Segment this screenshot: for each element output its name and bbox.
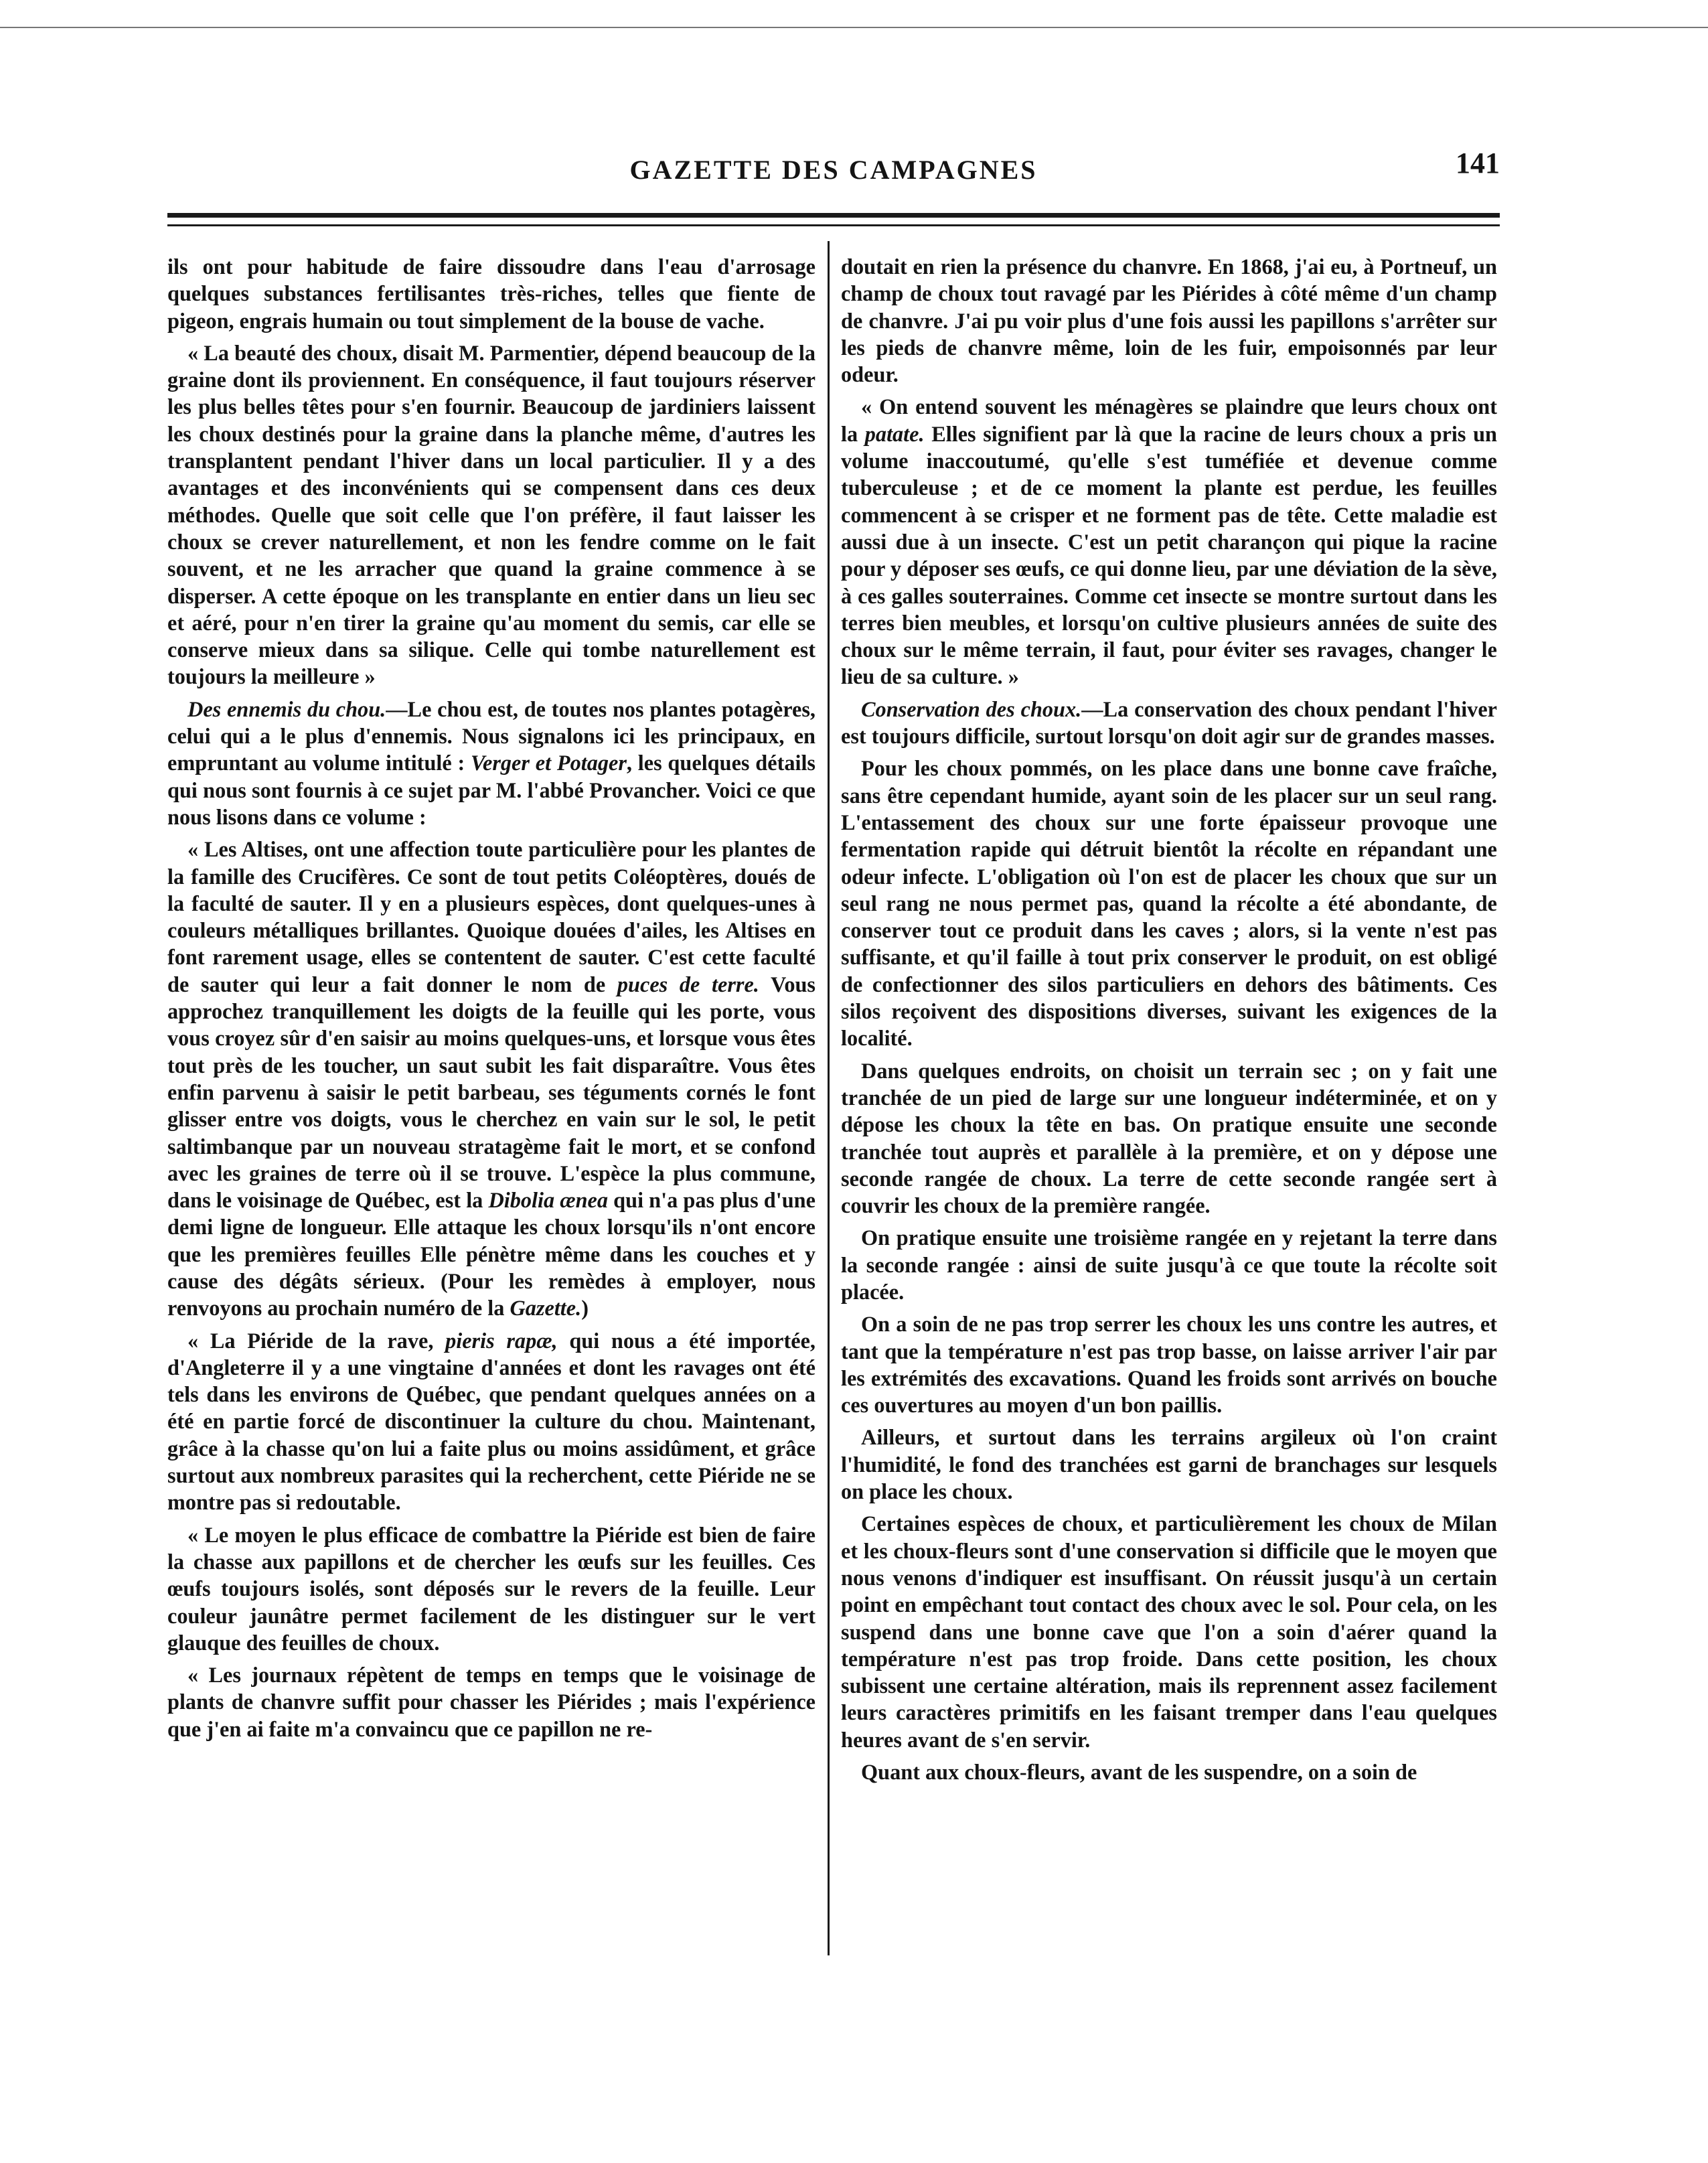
header-rule-thin xyxy=(167,224,1500,226)
section-heading: Des ennemis du chou. xyxy=(187,696,386,721)
paragraph-text: Pour les choux pommés, on les place dans une bonne cave fraîche, sans être cependant humide, ayant soin de les placer sur un seul rang. L'entassement des choux sur une forte épaisseur provoque une fermentation rapide qui détruit bientôt la récolte en répandant une odeur infecte. L'obligation où l'on est de placer les choux que sur un seul rang ne nous permet pas, quand la récolte a été abondante, de conserver tout ce produit dans les caves ; alors, si la vente n'est pas suffisante, et qu'il faille à tout prix conserver le produit, on est obligé de confectionner des silos particuliers en dehors des bâtiments. Ces silos reçoivent des dispositions diverses, suivant les exigences de la localité. xyxy=(841,756,1497,1051)
paragraph xyxy=(167,836,816,1321)
italic-term: puces de terre. xyxy=(617,972,759,996)
book-title: Verger et Potager xyxy=(471,751,627,775)
paragraph-text: Quant aux choux-fleurs, avant de les suspendre, on a soin de xyxy=(861,1760,1417,1785)
page-title: GAZETTE DES CAMPAGNES xyxy=(629,155,1038,185)
paragraph-text: ) xyxy=(581,1296,589,1321)
paragraph xyxy=(841,1424,1497,1505)
paragraph xyxy=(841,393,1497,690)
paragraph-text: qui nous a été importée, d'Angleterre il y a une vingtaine d'années et dont les ravages ont été tels dans les environs de Québec, que pendant quelques années on a été en partie forcé de discontinuer la culture du chou. Maintenant, grâce à la chasse qu'on lui a faite plus ou moins assidûment, et grâce surtout aux nombreux parasites qui la recherchent, cette Piéride ne se montre pas si redoutable. xyxy=(167,1328,816,1515)
paragraph xyxy=(841,1759,1497,1785)
left-column xyxy=(167,253,816,1742)
paragraph xyxy=(841,1311,1497,1418)
paragraph-text: « La Piéride de la rave, xyxy=(187,1328,446,1353)
paragraph-text: On pratique ensuite une troisième rangée en y rejetant la terre dans la seconde rangée : ainsi de suite jusqu'à ce que toute la récolte soit placée. xyxy=(841,1225,1497,1304)
paragraph-text: —Le chou est, de toutes nos plantes potagères, celui qui a le plus d'ennemis. Nous signalons ici les principaux, en empruntant au volume intitulé : xyxy=(167,696,816,775)
paragraph-text: « Les journaux répètent de temps en temps que le voisinage de plants de chanvre suffit pour chasser les Piérides ; mais l'expérience que j'en ai faite m'a convaincu que ce papillon ne re- xyxy=(167,1663,816,1741)
paragraph xyxy=(167,1661,816,1742)
section-heading: Conservation des choux. xyxy=(861,696,1082,721)
species-name: Dibolia ænea xyxy=(488,1188,609,1213)
paragraph-text: Dans quelques endroits, on choisit un terrain sec ; on y fait une tranchée de un pied de large sur une longueur indéterminée, et on y dépose les choux la tête en bas. On pratique ensuite une seconde tranchée tout auprès et parallèle à la première, et on y dépose une seconde rangée de choux. La terre de cette seconde rangée sert à couvrir les choux de la première rangée. xyxy=(841,1058,1497,1218)
italic-term: patate. xyxy=(864,421,925,446)
paragraph-text: doutait en rien la présence du chanvre. En 1868, j'ai eu, à Portneuf, un champ de choux tout ravagé par les Piérides à côté même d'un champ de chanvre. J'ai pu voir plus d'une fois aussi les papillons s'arrêter sur les pieds de chanvre même, loin de les fuir, empoisonnés par leur odeur. xyxy=(841,254,1497,387)
paragraph xyxy=(167,340,816,690)
section-paragraph xyxy=(841,696,1497,750)
paragraph-text: qui n'a pas plus d'une demi ligne de longueur. Elle attaque les choux lorsqu'ils n'ont encore que les premières feuilles Elle pénètre même dans les couches et y cause des dégâts sérieux. (Pour les remèdes à employer, nous renvoyons au prochain numéro de la xyxy=(167,1188,816,1321)
species-name: pieris rapæ, xyxy=(445,1328,558,1353)
header-rule-thick xyxy=(167,213,1500,218)
paragraph-text: « Le moyen le plus efficace de combattre la Piéride est bien de faire la chasse aux papillons et de chercher les œufs sur les feuilles. Ces œufs toujours isolés, sont déposés sur le revers de la feuille. Leur couleur jaunâtre permet facilement de les distinguer sur le vert glauque des feuilles de choux. xyxy=(167,1522,816,1655)
paragraph-text: « La beauté des choux, disait M. Parmentier, dépend beaucoup de la graine dont ils proviennent. En conséquence, il faut toujours réserver les plus belles têtes pour s'en fournir. Beaucoup de jardiniers laissent les choux destinés pour la graine dans la planche même, d'autres les transplantent pendant l'hiver dans un local particulier. Il y a des avantages et des inconvénients qui se compensent dans ces deux méthodes. Quelle que soit celle que l'on préfère, il faut laisser les choux se crever naturellement, et non les fendre comme on le fait souvent, et ne les arracher que quand la graine commence à se disperser. A cette époque on les transplante en entier dans un lieu sec et aéré, pour n'en tirer la graine qu'au moment du semis, car elle se conserve mieux dans sa silique. Celle qui tombe naturellement est toujours la meilleure » xyxy=(167,340,816,689)
paragraph xyxy=(841,1224,1497,1305)
section-paragraph xyxy=(167,696,816,830)
paragraph-text: , les quelques détails qui nous sont fournis à ce sujet par M. l'abbé Provancher. Voici ce que nous lisons dans ce volume : xyxy=(167,751,816,829)
italic-term: Gazette. xyxy=(510,1296,582,1321)
paragraph-text: « Les Altises, ont une affection toute particulière pour les plantes de la famille des Crucifères. Ce sont de tout petits Coléoptères, doués de la faculté de sauter. Il y en a plusieurs espèces, dont quelques-unes à couleurs métalliques brillantes. Quoique douées d'ailes, les Altises en font rarement usage, elles se contentent de sauter. C'est cette faculté de sauter qui leur a fait donner le nom de xyxy=(167,837,816,996)
paragraph-text: Vous approchez tranquillement les doigts de la feuille qui les porte, vous vous croyez sûr d'en saisir au moins quelques-uns, et lorsque vous êtes tout près de les toucher, un saut subit les fait disparaître. Vous êtes enfin parvenu à saisir le petit barbeau, ses téguments cornés le font glisser entre vos doigts, vous le cherchez en vain sur le sol, le petit saltimbanque par un nouveau stratagème fait le mort, et se confond avec les graines de terre où il se trouve. L'espèce la plus commune, dans le voisinage de Québec, est la xyxy=(167,972,816,1213)
paragraph xyxy=(167,1327,816,1516)
paragraph xyxy=(841,253,1497,388)
column-divider xyxy=(828,241,830,1955)
paragraph-text: Certaines espèces de choux, et particulièrement les choux de Milan et les choux-fleurs sont d'une conservation si difficile que le moyen que nous venons d'indiquer est insuffisant. On réussit jusqu'à un certain point en empêchant tout contact des choux avec le sol. Pour cela, on les suspend dans une bonne cave que l'on a soin d'aérer quand la température n'est pas trop froide. Dans cette position, les choux subissent une certaine altération, mais ils reprennent assez facilement leurs caractères primitifs en les faisant tremper dans l'eau quelques heures avant de s'en servir. xyxy=(841,1511,1497,1752)
paragraph xyxy=(167,1521,816,1656)
paragraph xyxy=(841,755,1497,1051)
paragraph xyxy=(841,1510,1497,1753)
paragraph-text: ils ont pour habitude de faire dissoudre dans l'eau d'arrosage quelques substances fertilisantes très-riches, telles que fiente de pigeon, engrais humain ou tout simplement de la bouse de vache. xyxy=(167,254,816,333)
paragraph-text: On a soin de ne pas trop serrer les choux les uns contre les autres, et tant que la température n'est pas trop basse, on laisse arriver l'air par les extrémités des excavations. Quand les froids sont arrivés on bouche ces ouvertures au moyen d'un bon paillis. xyxy=(841,1312,1497,1418)
page-top-edge xyxy=(0,27,1708,28)
page-number: 141 xyxy=(1456,147,1500,179)
right-column xyxy=(841,253,1497,1785)
paragraph-text: Ailleurs, et surtout dans les terrains argileux où l'on craint l'humidité, le fond des tranchées est garni de branchages sur lesquels on place les choux. xyxy=(841,1425,1497,1504)
paragraph-text: —La conservation des choux pendant l'hiver est toujours difficile, surtout lorsqu'on doit agir sur de grandes masses. xyxy=(841,696,1497,749)
paragraph-text: « On entend souvent les ménagères se plaindre que leurs choux ont la xyxy=(841,394,1497,446)
paragraph xyxy=(167,253,816,334)
paragraph-text: Elles signifient par là que la racine de leurs choux a pris un volume inaccoutumé, qu'elle s'est tuméfiée et devenue comme tuberculeuse ; et de ce moment la plante est perdue, les feuilles commencent à se crisper et ne forment pas de tête. Cette maladie est aussi due à un insecte. C'est un petit charançon qui pique la racine pour y déposer ses œufs, ce qui donne lieu, par une déviation de la sève, à ces galles souterraines. Comme cet insecte se montre surtout dans les terres bien meubles, et lorsqu'on cultive plusieurs années de suite des choux sur le même terrain, il faut, pour éviter ses ravages, changer le lieu de sa culture. » xyxy=(841,421,1497,689)
page-header xyxy=(167,141,1500,201)
paragraph xyxy=(841,1057,1497,1219)
